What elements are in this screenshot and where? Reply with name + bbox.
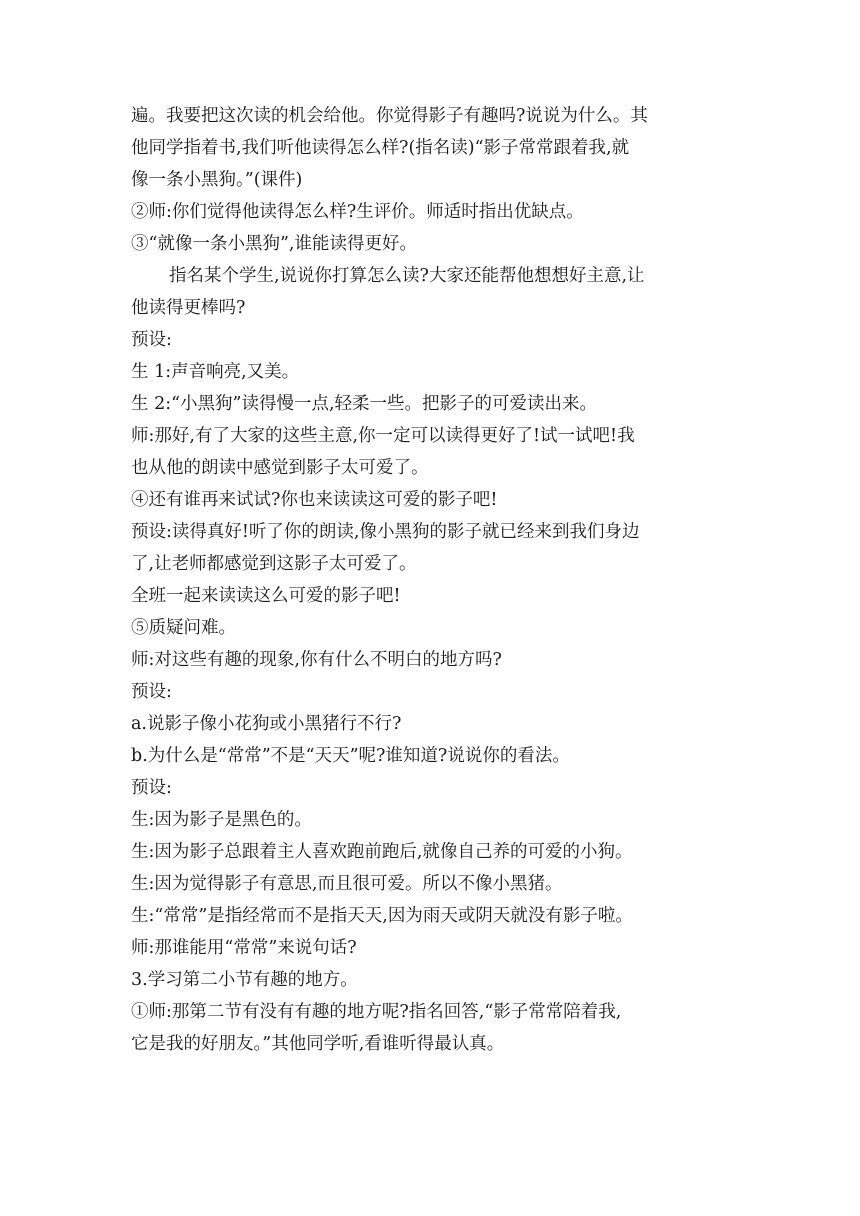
text-line: 他读得更棒吗? (131, 298, 246, 318)
text-line: 师:对这些有趣的现象,你有什么不明白的地方吗? (131, 650, 502, 670)
text-line: ⑤质疑问难。 (131, 618, 236, 638)
text-line: 遍。我要把这次读的机会给他。你觉得影子有趣吗?说说为什么。其 (131, 106, 648, 126)
text-line: 它是我的好朋友。”其他同学听,看谁听得最认真。 (131, 1034, 505, 1054)
text-line: 生:“常常”是指经常而不是指天天,因为雨天或阴天就没有影子啦。 (131, 906, 633, 926)
text-line: 指名某个学生,说说你打算怎么读?大家还能帮他想想好主意,让 (169, 266, 645, 286)
text-line: 生 2:“小黑狗”读得慢一点,轻柔一些。把影子的可爱读出来。 (131, 394, 598, 414)
text-line: 像一条小黑狗。”(课件) (131, 170, 303, 190)
text-line: 预设: (131, 330, 172, 350)
text-line: 3.学习第二小节有趣的地方。 (131, 970, 358, 990)
text-line: 师:那谁能用“常常”来说句话? (131, 938, 357, 958)
text-line: 生:因为影子总跟着主人喜欢跑前跑后,就像自己养的可爱的小狗。 (131, 842, 633, 862)
text-line: a.说影子像小花狗或小黑猪行不行? (131, 714, 402, 734)
text-line: 预设: (131, 778, 172, 798)
text-line: ②师:你们觉得他读得怎么样?生评价。师适时指出优缺点。 (131, 202, 584, 222)
text-line: 生 1:声音响亮,又美。 (131, 362, 300, 382)
text-line: 了,让老师都感觉到这影子太可爱了。 (131, 554, 417, 574)
text-line: 生:因为影子是黑色的。 (131, 810, 312, 830)
text-line: b.为什么是“常常”不是“天天”呢?谁知道?说说你的看法。 (131, 746, 570, 766)
text-line: 全班一起来读读这么可爱的影子吧! (131, 586, 401, 606)
document-page (131, 100, 731, 1060)
text-line: 他同学指着书,我们听他读得怎么样?(指名读)“影子常常跟着我,就 (131, 138, 630, 158)
text-line: ③“就像一条小黑狗”,谁能读得更好。 (131, 234, 417, 254)
text-line: 师:那好,有了大家的这些主意,你一定可以读得更好了!试一试吧!我 (131, 426, 635, 446)
text-line: ④还有谁再来试试?你也来读读这可爱的影子吧! (131, 490, 498, 510)
text-line: 生:因为觉得影子有意思,而且很可爱。所以不像小黑猪。 (131, 874, 563, 894)
text-line: ①师:那第二节有没有有趣的地方呢?指名回答,“影子常常陪着我, (131, 1002, 622, 1022)
text-line: 也从他的朗读中感觉到影子太可爱了。 (131, 458, 429, 478)
text-line: 预设: (131, 682, 172, 702)
text-line: 预设:读得真好!听了你的朗读,像小黑狗的影子就已经来到我们身边 (131, 522, 640, 542)
